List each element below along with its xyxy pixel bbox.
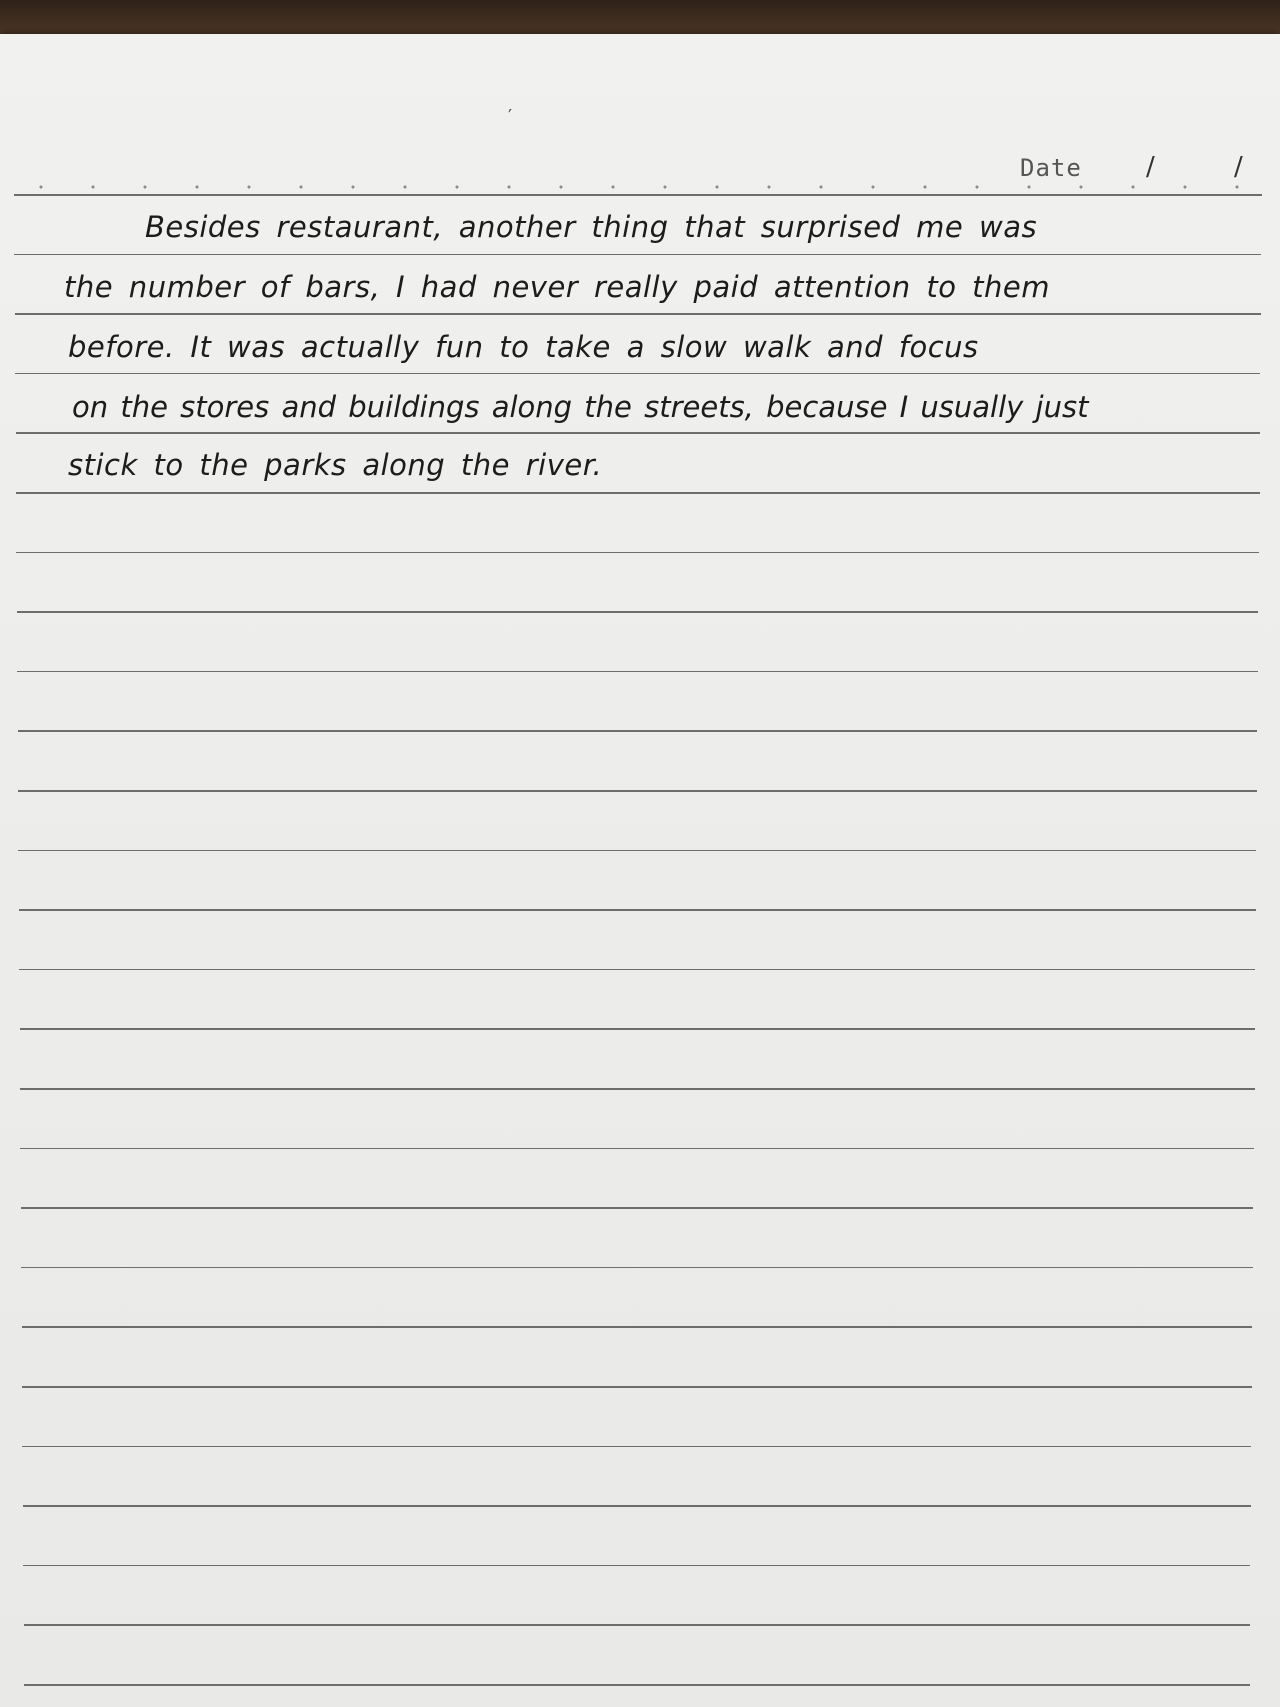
handwritten-line-5: stick to the parks along the river. [68,448,603,482]
ruled-line [18,730,1258,732]
handwritten-line-1: Besides restaurant, another thing that surprised me was [145,210,1038,244]
notebook-page [0,34,1280,1707]
ruled-line [19,969,1255,971]
ruled-line [24,1684,1250,1686]
handwritten-line-3: before. It was actually fun to take a slow walk and focus [68,330,979,364]
ruled-line [23,1505,1251,1507]
ruled-line [22,1326,1253,1328]
ruled-line [15,373,1260,375]
ruled-line [18,790,1257,792]
pen-mark: ′ [508,106,513,127]
ruled-line [16,492,1260,494]
ruled-line [20,1028,1255,1030]
handwritten-line-2: the number of bars, I had never really paid attention to them [64,270,1051,304]
ruled-line [18,850,1256,852]
handwritten-line-4: on the stores and buildings along the streets, because I usually just [72,390,1089,424]
header-dotted-rule [15,184,1265,190]
ruled-line [24,1624,1250,1626]
ruled-line [21,1267,1253,1269]
ruled-line [14,254,1261,256]
ruled-line [19,909,1256,911]
ruled-line [21,1207,1254,1209]
date-label: Date [1020,154,1082,182]
ruled-line [20,1088,1255,1090]
ruled-line [23,1565,1250,1567]
date-separator-2: / [1234,152,1243,182]
ruled-line [20,1148,1254,1150]
ruled-line [16,552,1259,554]
date-separator-1: / [1146,152,1155,182]
ruled-line [17,671,1258,673]
ruled-line [16,432,1260,434]
ruled-line [15,313,1261,315]
ruled-line [22,1386,1252,1388]
ruled-line [17,611,1259,613]
ruled-line [14,194,1262,196]
ruled-line [22,1446,1251,1448]
